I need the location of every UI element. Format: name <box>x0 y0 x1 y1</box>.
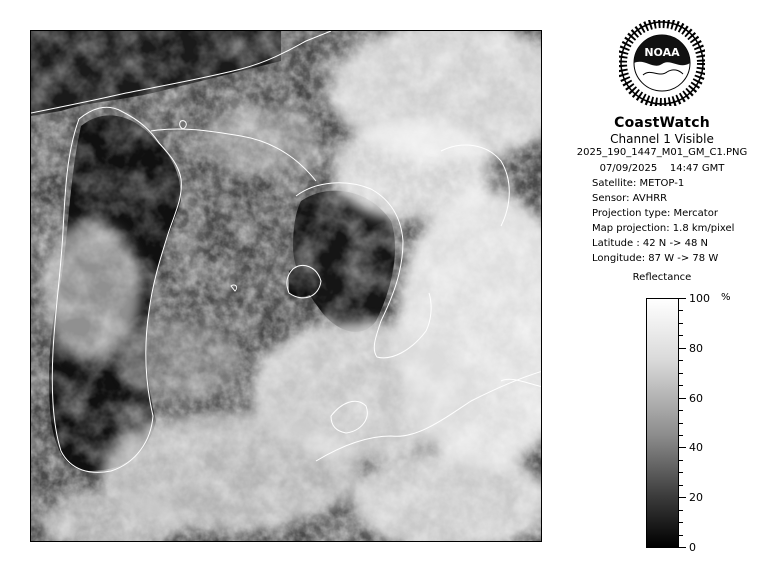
scale-major-tick <box>679 398 686 399</box>
scale-minor-tick <box>679 535 683 536</box>
scale-minor-tick <box>679 323 683 324</box>
scale-minor-tick <box>679 510 683 511</box>
scale-title: Reflectance <box>632 272 692 283</box>
scale-minor-tick <box>679 335 683 336</box>
scale-minor-tick <box>679 485 683 486</box>
scale-minor-tick <box>679 435 683 436</box>
noaa-logo-text: NOAA <box>644 46 680 59</box>
satellite-image <box>30 30 542 542</box>
scale-minor-tick <box>679 385 683 386</box>
scale-minor-tick <box>679 522 683 523</box>
reflectance-color-bar <box>646 298 679 548</box>
satellite-label: Satellite: METOP-1 <box>592 178 685 189</box>
scale-tick-label: 60 <box>689 391 703 405</box>
projection-type-label: Projection type: Mercator <box>592 208 718 219</box>
scale-tick-label: 0 <box>689 541 696 554</box>
datetime-label: 07/09/2025 14:47 GMT <box>599 163 725 174</box>
satellite-map-svg <box>31 31 542 542</box>
scale-minor-tick <box>679 460 683 461</box>
scale-tick-label: 40 <box>689 441 703 455</box>
map-projection-label: Map projection: 1.8 km/pixel <box>592 223 735 234</box>
scale-major-tick <box>679 497 686 498</box>
coastwatch-title: CoastWatch <box>614 115 710 131</box>
scale-major-tick <box>679 298 686 299</box>
latitude-label: Latitude : 42 N -> 48 N <box>592 238 708 249</box>
scale-major-tick <box>679 547 686 548</box>
scale-tick-label: 100 <box>689 292 710 305</box>
channel-label: Channel 1 Visible <box>610 132 714 146</box>
noaa-logo <box>619 20 705 106</box>
reflectance-scale <box>646 292 746 558</box>
scale-minor-tick <box>679 472 683 473</box>
scale-major-tick <box>679 447 686 448</box>
scale-tick-label: 80 <box>689 341 703 355</box>
scale-minor-tick <box>679 410 683 411</box>
scale-minor-tick <box>679 360 683 361</box>
info-panel <box>562 20 772 560</box>
scale-minor-tick <box>679 423 683 424</box>
scale-major-tick <box>679 348 686 349</box>
scale-tick-label: 20 <box>689 491 703 505</box>
scale-minor-tick <box>679 373 683 374</box>
filename-label: 2025_190_1447_M01_GM_C1.PNG <box>576 147 748 158</box>
scale-minor-tick <box>679 310 683 311</box>
sensor-label: Sensor: AVHRR <box>592 193 668 204</box>
scale-unit: % <box>721 292 731 303</box>
longitude-label: Longitude: 87 W -> 78 W <box>592 253 719 264</box>
